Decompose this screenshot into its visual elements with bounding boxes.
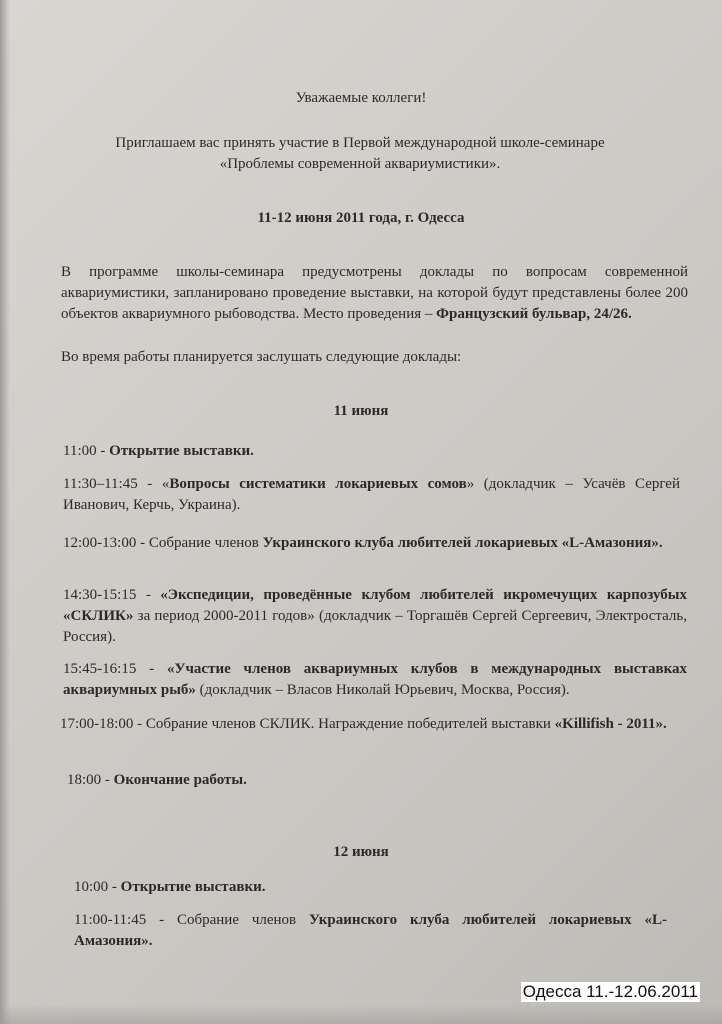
item-tail: (докладчик – Власов Николай Юрьевич, Москва, Россия). <box>195 682 570 698</box>
day2-heading: 12 июня <box>333 844 389 860</box>
item-title: Вопросы систематики локариевых сомов <box>169 476 467 492</box>
item-tail: за период 2000-2011 годов» (докладчик – Торгашёв Сергей Сергеевич, Электросталь, Россия). <box>63 608 687 645</box>
item-pre: « <box>161 476 170 492</box>
item-title: Открытие выставки. <box>109 443 254 459</box>
item-time: 15:45-16:15 - <box>63 661 167 677</box>
item-time: 12:00-13:00 - <box>63 535 149 551</box>
date-place: 11-12 июня 2011 года, г. Одесса <box>257 210 465 226</box>
intro-paragraph <box>61 262 688 325</box>
schedule-item <box>60 714 687 735</box>
item-time: 18:00 - <box>67 772 114 788</box>
item-title: Окончание работы. <box>113 772 247 788</box>
schedule-item <box>74 910 667 952</box>
item-title: «Участие членов аквариумных клубов в международных выставках аквариумных рыб» <box>63 661 687 698</box>
invitation-line-1: Приглашаем вас принять участие в Первой международной школе-семинаре <box>115 135 605 151</box>
item-title: «Killifish - 2011». <box>554 716 667 732</box>
reports-intro: Во время работы планируется заслушать следующие доклады: <box>61 349 462 365</box>
date-stamp: Одесса 11.-12.06.2011 <box>522 982 698 1001</box>
item-pre: Собрание членов СКЛИК. Награждение победителей выставки <box>145 716 555 732</box>
item-time: 17:00-18:00 - <box>60 716 146 732</box>
item-time: 11:30–11:45 - <box>63 476 162 492</box>
venue: Французский бульвар, 24/26. <box>436 306 632 322</box>
intro-text: В программе школы-семинара предусмотрены доклады по вопросам современной аквариумистики, запланировано проведение выставки, на которой будут представлены более 200 объектов аквариумного рыбоводства. Место проведения – <box>61 264 688 322</box>
page-bottom-shadow <box>0 1004 722 1024</box>
schedule-item <box>63 659 687 701</box>
schedule-item <box>63 533 680 554</box>
item-time: 10:00 - <box>74 879 121 895</box>
day1-heading: 11 июня <box>333 403 389 419</box>
schedule-item <box>63 585 687 648</box>
item-time: 14:30-15:15 - <box>63 587 161 603</box>
invitation-line-2: «Проблемы современной аквариумистики». <box>219 156 501 172</box>
schedule-item <box>63 474 680 516</box>
item-pre: Собрание членов <box>148 535 263 551</box>
item-time: 11:00-11:45 - <box>74 912 177 928</box>
item-title: «Экспедиции, проведённые клубом любителей икромечущих карпозубых «СКЛИК» <box>63 587 687 624</box>
item-title: Украинского клуба любителей локариевых «L-Амазония». <box>262 535 663 551</box>
schedule-item <box>74 877 265 898</box>
item-tail: » (докладчик – Усачёв Сергей Иванович, Керчь, Украина). <box>63 476 680 513</box>
greeting: Уважаемые коллеги! <box>295 90 427 106</box>
page-edge-shadow <box>0 0 10 1024</box>
item-title: Украинского клуба любителей локариевых «L-Амазония». <box>74 912 667 949</box>
schedule-item <box>63 441 254 462</box>
schedule-item <box>67 770 247 791</box>
item-time: 11:00 - <box>63 443 110 459</box>
item-pre: Собрание членов <box>176 912 310 928</box>
item-title: Открытие выставки. <box>120 879 266 895</box>
